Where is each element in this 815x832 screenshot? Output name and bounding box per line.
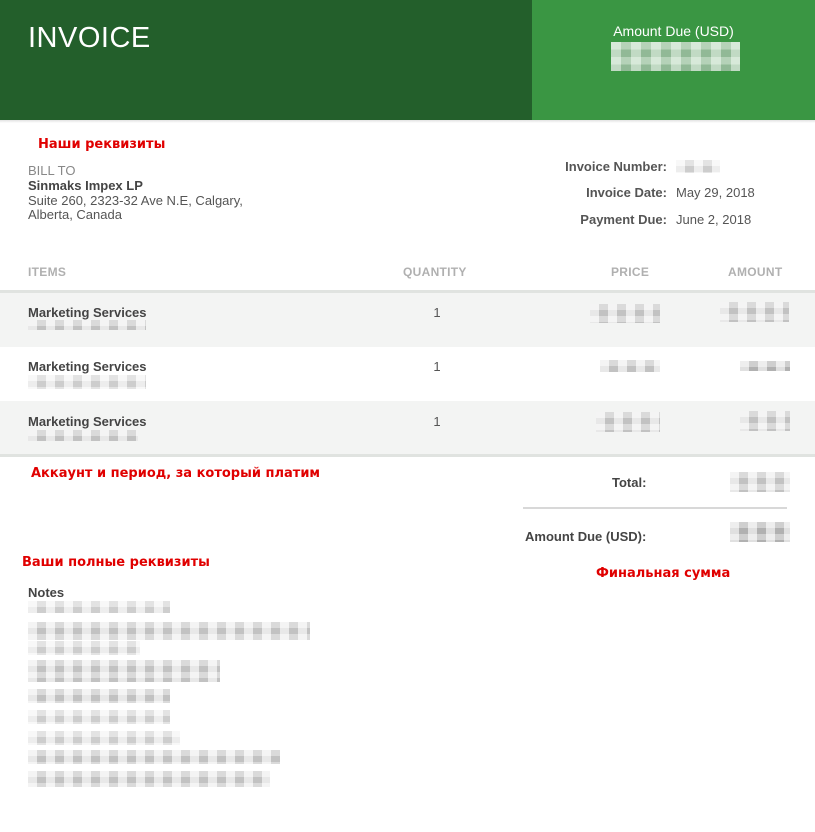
item-price-redacted bbox=[596, 412, 660, 432]
invoice-header-bar bbox=[0, 0, 532, 120]
item-quantity: 1 bbox=[433, 359, 441, 374]
item-name: Marketing Services bbox=[28, 359, 147, 374]
amount-due-value-redacted bbox=[611, 42, 740, 71]
total-value-redacted bbox=[730, 472, 790, 492]
column-header-amount: AMOUNT bbox=[728, 265, 783, 279]
amount-due-header-label: Amount Due (USD) bbox=[613, 23, 734, 39]
column-header-items: ITEMS bbox=[28, 265, 67, 279]
bill-to-address-line1: Suite 260, 2323-32 Ave N.E, Calgary, bbox=[28, 193, 243, 208]
item-name: Marketing Services bbox=[28, 414, 147, 429]
notes-line-redacted bbox=[28, 731, 180, 745]
item-description-redacted bbox=[28, 375, 146, 389]
invoice-number-label: Invoice Number: bbox=[565, 159, 667, 174]
notes-label: Notes bbox=[28, 585, 65, 600]
payment-due-label: Payment Due: bbox=[580, 212, 667, 227]
notes-line-redacted bbox=[28, 622, 310, 640]
annotation-our-details: Наши реквизиты bbox=[38, 137, 166, 152]
payment-due-value: June 2, 2018 bbox=[676, 212, 752, 227]
item-quantity: 1 bbox=[433, 305, 441, 320]
amount-due-value-redacted bbox=[730, 522, 790, 542]
invoice-date-value: May 29, 2018 bbox=[676, 185, 755, 200]
amount-due-label: Amount Due (USD): bbox=[525, 529, 647, 544]
annotation-account-period: Аккаунт и период, за который платим bbox=[31, 466, 321, 481]
notes-line-redacted bbox=[28, 660, 220, 682]
item-price-redacted bbox=[600, 360, 660, 372]
invoice-title: INVOICE bbox=[28, 22, 151, 54]
item-amount-redacted bbox=[720, 302, 789, 322]
header-shadow bbox=[0, 120, 815, 123]
notes-line-redacted bbox=[28, 641, 140, 655]
bill-to-address-line2: Alberta, Canada bbox=[28, 207, 122, 222]
bill-to-label: BILL TO bbox=[28, 163, 76, 178]
item-name: Marketing Services bbox=[28, 305, 147, 320]
totals-divider bbox=[523, 507, 787, 509]
item-price-redacted bbox=[590, 304, 660, 323]
item-description-redacted bbox=[28, 320, 146, 330]
bill-to-name: Sinmaks Impex LP bbox=[28, 178, 143, 193]
column-header-price: PRICE bbox=[611, 265, 650, 279]
notes-line-redacted bbox=[28, 601, 170, 613]
notes-line-redacted bbox=[28, 710, 170, 724]
notes-line-redacted bbox=[28, 771, 270, 787]
item-quantity: 1 bbox=[433, 414, 441, 429]
annotation-your-details: Ваши полные реквизиты bbox=[22, 555, 210, 570]
item-amount-redacted bbox=[740, 411, 790, 431]
item-amount-redacted bbox=[740, 361, 790, 371]
total-label: Total: bbox=[612, 475, 647, 490]
notes-line-redacted bbox=[28, 750, 280, 764]
item-description-redacted bbox=[28, 430, 138, 441]
table-body-divider bbox=[0, 454, 815, 457]
invoice-number-redacted bbox=[676, 160, 720, 173]
column-header-quantity: QUANTITY bbox=[403, 265, 467, 279]
invoice-date-label: Invoice Date: bbox=[586, 185, 667, 200]
notes-line-redacted bbox=[28, 689, 170, 703]
annotation-final-amount: Финальная сумма bbox=[596, 566, 731, 581]
table-row bbox=[0, 347, 815, 401]
